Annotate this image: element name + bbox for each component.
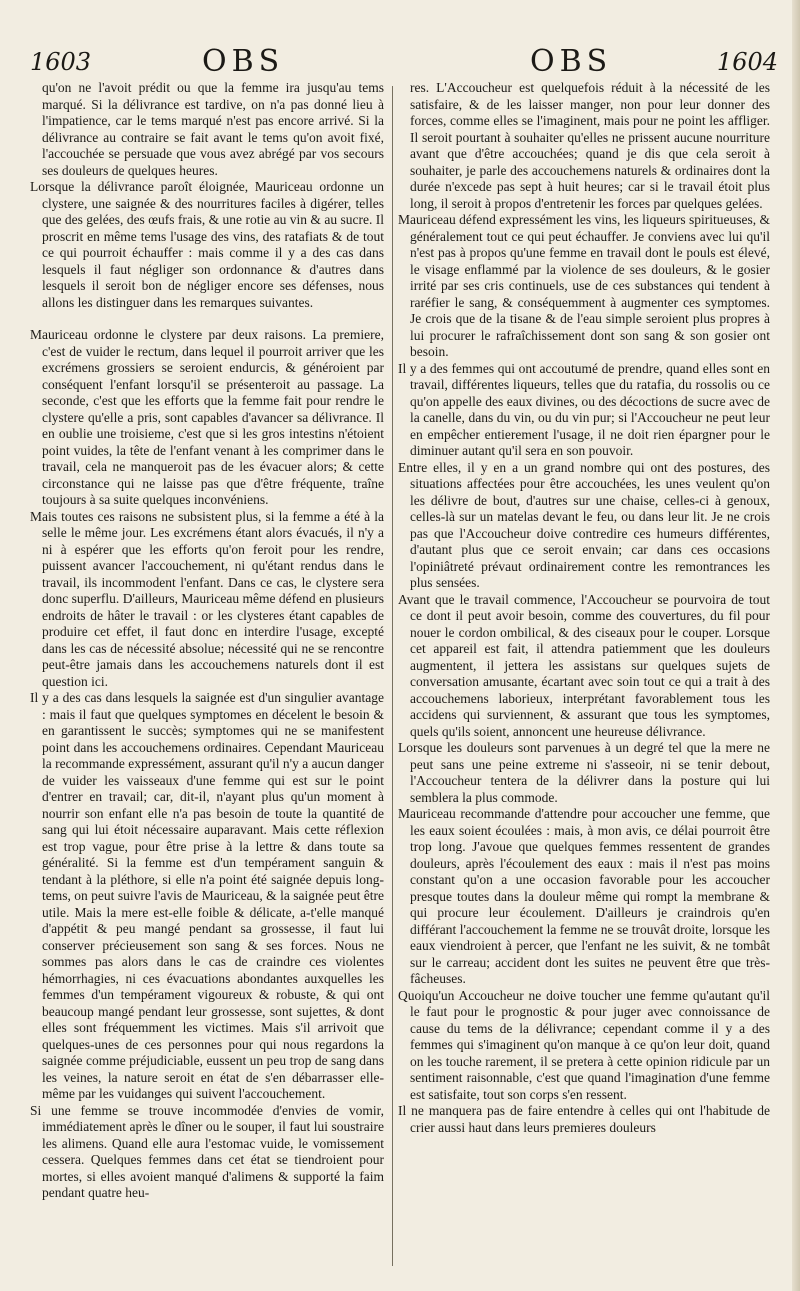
paragraph: qu'on ne l'avoit prédit ou que la femme ira jusqu'au tems marqué. Si la délivrance est tardive, on n'a pas donné lieu à l'impatience, car le tems marqué n'est pas encore arrivé. Si la délivrance au contraire se fait avant le tems qu'on avoit fixé, l'accouchée se persuade que vous avez abrégé par vos secours ses douleurs de quelques heures. — [42, 80, 384, 178]
paragraph: Mauriceau ordonne le clystere par deux raisons. La premiere, c'est de vuider le rectum, dans lequel il pourroit arriver que les excrémens grossiers se seroient endurcis, & généroient par conséquent l'enfant lorsqu'il se présenteroit au passage. La seconde, c'est que les efforts que la femme fait pour rendre le clystere qu'elle a pris, sont capables d'avancer sa délivrance. Il en oublie une troisieme, c'est que si les gros intestins n'étoient point vuides, la tête de l'enfant venant à les comprimer dans le travail, cela ne manqueroit pas de les évacuer alors; & cette circonstance qui ne laisse pas que d'être fréquente, traîne toujours à sa suite quelques inconvéniens. — [30, 327, 384, 507]
paragraph: Avant que le travail commence, l'Accoucheur se pourvoira de tout ce dont il peut avoir besoin, comme des couvertures, du fil pour nouer le cordon ombilical, & des ciseaux pour le couper. Lorsque cet appareil est fait, il attendra patiemment que les douleurs augmentent, il jettera les assistans sur quelques sujets de conversation amusante, écartant avec soin tout ce qui a trait à des accouchemens laborieux, interprétant favorablement tous les accidens qui surviennent, & assurant que tous les symptomes, quels qu'ils soient, annoncent une heureuse délivrance. — [398, 591, 770, 739]
paragraph: Si une femme se trouve incommodée d'envies de vomir, immédiatement après le dîner ou le souper, il faut lui soustraire les alimens. Quand elle aura l'estomac vuide, le vomissement cessera. Quelques femmes dans cet état se tiendroient pour mortes, si elles avoient manqué d'alimens & supporté la faim pendant quatre heu- — [30, 1102, 384, 1200]
paragraph: res. L'Accoucheur est quelquefois réduit à la nécessité de les satisfaire, & de les laisser manger, non pour leur donner des forces, comme elles se l'imaginent, mais pour ne point les affliger. Il seroit pourtant à souhaiter qu'elles ne prissent aucune nourriture avant que d'être accouchées; quand je dis que cela seroit à souhaiter, je parle des accouchemens naturels & ordinaires dont la durée n'excede pas sept à huit heures; car si le travail étoit plus long, il seroit à propos d'entretenir les forces par quelques gelées. — [410, 80, 770, 211]
paragraph: Mais toutes ces raisons ne subsistent plus, si la femme a été à la selle le même jour. Les excrémens étant alors évacués, il n'y a ni à espérer que les efforts qu'on feroit pour les rendre, puissent avancer l'accouchement, ni qu'étant rendus dans le travail, ils incommodent l'enfant. Dans ce cas, le clystere sera donc superflu. D'ailleurs, Mauriceau même défend en plusieurs endroits de hâter le travail : or les clysteres étant capables de produire cet effet, il faut donc en interdire l'usage, excepté dans les cas de nécessité absolue; nécessité qui ne se rencontre peut-être jamais dans les accouchemens naturels dont il est question ici. — [30, 508, 384, 689]
left-running-head: OBS — [202, 44, 285, 79]
paragraph: Mauriceau recommande d'attendre pour accoucher une femme, que les eaux soient écoulées : mais, à mon avis, ce délai pourroit être trop long. J'avoue que quelques femmes ressentent de grandes douleurs, après l'écoulement des eaux : mais il n'est pas moins constant qu'on a une occasion favorable pour les accoucher presque toutes dans la douleur même qui rompt la membrane & qui procure leur écoulement. D'ailleurs je craindrois qu'en différant l'accouchement la femme ne se trouvât droite, lorsque les eaux viendroient à percer, que l'enfant ne les suivit, & ne tombât sur le carreau; accident dont les suites ne peuvent être que très-fâcheuses. — [398, 806, 770, 986]
paragraph: Il y a des femmes qui ont accoutumé de prendre, quand elles sont en travail, différentes liqueurs, telles que du ratafia, du rossolis ou ce qu'on appelle des eaux divines, ou des décoctions de sucre avec de la canelle, dans du vin, ou du vin pur; si l'Accoucheur ne peut leur en empêcher entierement l'usage, il ne doit rien épargner pour le diminuer autant qu'il sera en son pouvoir. — [398, 360, 770, 458]
paragraph: Lorsque la délivrance paroît éloignée, Mauriceau ordonne un clystere, une saignée & des nourritures faciles à digérer, telles que des gelées, des œufs frais, & une rotie au vin & au sucre. Il proscrit en même tems l'usage des vins, des ratafiats & de tout ce qui pourroit échauffer : mais comme il y a des cas dans lesquels il faut négliger son ordonnance & d'autres dans lesquels il seroit bon de négliger encore ses défenses, nous allons les distinguer dans les remarques suivantes. — [30, 179, 384, 310]
paragraph: Entre elles, il y en a un grand nombre qui ont des postures, des situations affectées pour être accouchées, les unes veulent qu'on les délivre de bout, d'autres sur une chaise, celles-ci à genoux, celles-là sur un matelas devant le feu, ou dans leur lit. Je ne crois pas que l'Accoucheur doive contredire ces humeurs différentes, d'autant plus que ce seroit envain; car dans ces occasions l'opiniâtreté prévaut ordinairement contre les remontrances les plus sensées. — [398, 459, 770, 590]
right-column — [398, 80, 770, 1265]
page-edge — [792, 0, 800, 1291]
paragraph: Il y a des cas dans lesquels la saignée est d'un singulier avantage : mais il faut que quelques symptomes en décelent le besoin & en garantissent le succès; symptomes qui ne se manifestent point dans les accouchemens ordinaires. Cependant Mauriceau la recommande expressément, assurant qu'il n'y a aucun danger de vuider les vaisseaux d'une femme qui est sur le point d'entrer en travail; car, dit-il, n'ayant plus qu'un moment à nourrir son enfant elle n'a pas besoin de toute la quantité de sang qui lui étoit nécessaire auparavant. Mais cette réflexion est trop vague, pour être prise à la lettre & dans toute sa généralité. Si la femme est d'un tempérament sanguin & tendant à la pléthore, si elle n'a point été saignée depuis long-tems, on peut suivre l'avis de Mauriceau, & la saignée peut être utile. Mais la mere est-elle foible & délicate, a-t'elle manqué d'appétit & peu mangé pendant sa grossesse, il faut lui conserver précieusement son sang & ses forces. Nous ne sommes pas alors dans le cas de craindre ces violentes hémorrhagies, ni ces évacuations abondantes auxquelles les femmes d'un tempérament vigoureux & robuste, & qui ont beaucoup mangé pendant leur grossesse, sont sujettes, & dont elles sont fréquemment les victimes. Mais s'il arrivoit que quelques-unes de ces personnes pour qui nous regardons la saignée comme préjudiciable, eussent un peu trop de sang dans les veines, la nature seroit en état de s'en débarrasser elle-même par les vuidanges qui suivent l'accouchement. — [30, 690, 384, 1101]
right-running-head: OBS — [530, 44, 613, 79]
right-page-number: 1604 — [716, 48, 778, 76]
page-header — [30, 44, 778, 78]
paragraph: Quoiqu'un Accoucheur ne doive toucher une femme qu'autant qu'il le faut pour le prognostic & pour juger avec connoissance de cause du tems de la délivrance; cependant comme il y a des femmes qui s'imaginent qu'on manque à ce qu'on leur doit, quand on les touche rarement, il se pretera à cette opinion ridicule par un sentiment raisonnable, c'est que quand l'imagination d'une femme est satisfaite, tout son corps s'en ressent. — [398, 987, 770, 1102]
paragraph: Mauriceau défend expressément les vins, les liqueurs spiritueuses, & généralement tout ce qui peut échauffer. Je conviens avec lui qu'il n'est pas à propos qu'une femme en travail dont le pouls est élevé, le visage enflammé par la violence de ses douleurs, & le gosier irrité par ses cris continuels, use de ces substances qui tendent à raréfier le sang, & conséquemment à augmenter ces symptomes. Je crois que de la tisane & de l'eau simple seroient plus propres à lui procurer le rafraîchissement dont son sang & son gosier ont besoin. — [398, 212, 770, 359]
column-divider — [392, 86, 393, 1266]
paragraph: Lorsque les douleurs sont parvenues à un degré tel que la mere ne peut sans une peine extreme ni s'asseoir, ni se tenir debout, l'Accoucheur tentera de la délivrer dans la posture qui lui semblera la plus commode. — [398, 740, 770, 805]
left-column — [30, 80, 384, 1265]
paragraph: Il ne manquera pas de faire entendre à celles qui ont l'habitude de crier aussi haut dans leurs premieres douleurs — [398, 1103, 770, 1135]
left-page-number: 1603 — [30, 48, 92, 76]
